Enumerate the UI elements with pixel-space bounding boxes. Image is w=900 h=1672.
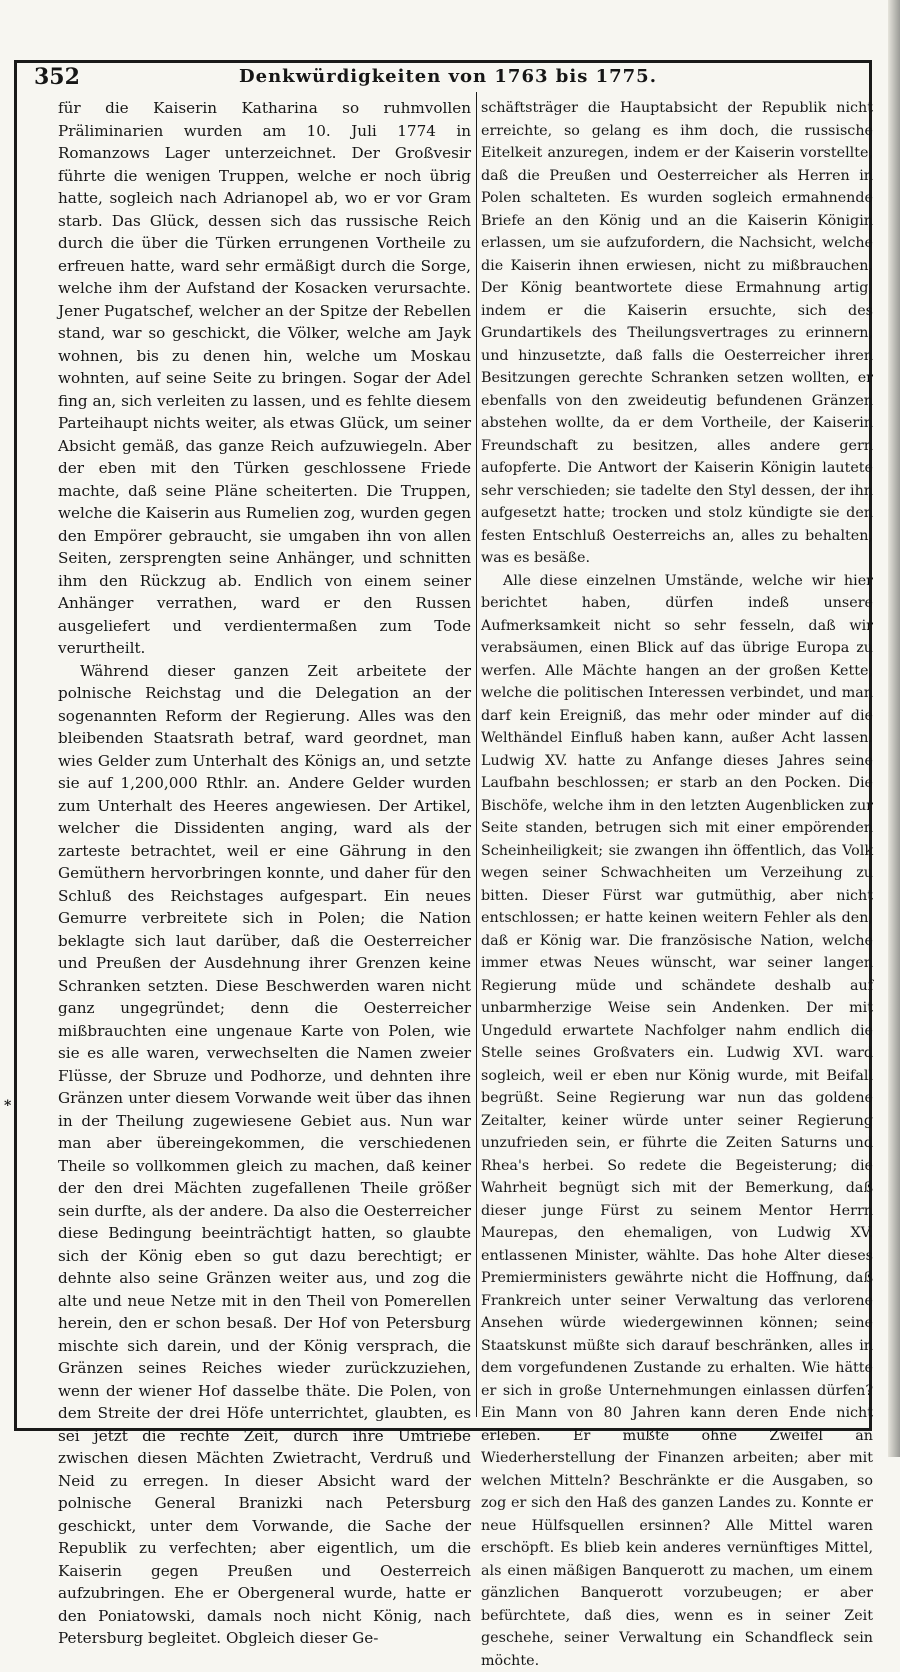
right-paragraph-1: schäftsträger die Hauptabsicht der Republik nicht erreichte, so gelang es ihm doch, die russische Eitelkeit anzuregen, indem er der Kaiserin vorstellte, daß die Preußen und Oesterreicher als Herren in Polen schalteten. Es wurden sogleich ermahnende Briefe an den König und an die Kaiserin Königin erlassen, um sie aufzufordern, die Nachsicht, welche die Kaiserin ihnen erwiesen, nicht zu mißbrauchen. Der König beantwortete diese Ermahnung artig, indem er die Kaiserin ersuchte, sich des Grundartikels des Theilungsvertrages zu erinnern, und hinzusetzte, daß falls die Oesterreicher ihren Besitzungen gerechte Schranken setzen wollten, er ebenfalls von den zweideutig befundenen Gränzen abstehen wollte, da er dem Vortheile, der Kaiserin Freundschaft zu besitzen, alles andere gern aufopferte. Die Antwort der Kaiserin Königin lautete sehr verschieden; sie tadelte den Styl dessen, der ihn aufgesetzt hatte; trocken und stolz kündigte sie den festen Entschluß Oesterreichs an, alles zu behalten, was es besäße. bbox=[481, 97, 873, 570]
column-divider bbox=[476, 92, 477, 1417]
left-column bbox=[58, 97, 471, 1417]
left-paragraph-2: Während dieser ganzen Zeit arbeitete der polnische Reichstag und die Delegation an der sogenannten Reform der Regierung. Alles was den bleibenden Staatsrath betraf, ward geordnet, man wies Gelder zum Unterhalt des Königs an, und setzte sie auf 1,200,000 Rthlr. an. Andere Gelder wurden zum Unterhalt des Heeres angewiesen. Der Artikel, welcher die Dissidenten anging, ward als der zarteste betrachtet, weil er eine Gährung in den Gemüthern hervorbringen konnte, und daher für den Schluß des Reichstages aufgespart. Ein neues Gemurre verbreitete sich in Polen; die Nation beklagte sich laut darüber, daß die Oesterreicher und Preußen der Ausdehnung ihrer Grenzen keine Schranken setzten. Diese Beschwerden waren nicht ganz ungegründet; denn die Oesterreicher mißbrauchten eine ungenaue Karte von Polen, wie sie es alle waren, verwechselten die Namen zweier Flüsse, der Sbruze und Podhorze, und dehnten ihre Gränzen unter diesem Vorwande weit über das ihnen in der Theilung zugewiesene Gebiet aus. Nun war man aber übereingekommen, die verschiedenen Theile so vollkommen gleich zu machen, daß keiner der den drei Mächten zugefallenen Theile größer sein durfte, als der andere. Da also die Oesterreicher diese Bedingung beeinträchtigt hatten, so glaubte sich der König eben so gut dazu berechtigt; er dehnte also seine Gränzen weiter aus, und zog die alte und neue Netze mit in den Theil von Pomerellen herein, den er schon besaß. Der Hof von Petersburg mischte sich darein, und der König versprach, die Gränzen seines Reiches wieder zurückzuziehen, wenn der wiener Hof dasselbe thäte. Die Polen, von dem Streite der drei Höfe unterrichtet, glaubten, es sei jetzt die rechte Zeit, durch ihre Umtriebe zwischen diesen Mächten Zwietracht, Verdruß und Neid zu erregen. In dieser Absicht ward der polnische General Branizki nach Petersburg geschickt, unter dem Vorwande, die Sache der Republik zu verfechten; aber eigentlich, um die Kaiserin gegen Preußen und Oesterreich aufzubringen. Ehe er Obergeneral wurde, hatte er den Poniatowski, damals noch nicht König, nach Petersburg begleitet. Obgleich dieser Ge- bbox=[58, 660, 471, 1650]
left-paragraph-1: für die Kaiserin Katharina so ruhmvollen Präliminarien wurden am 10. Juli 1774 in Romanzows Lager unterzeichnet. Der Großvesir führte die wenigen Truppen, welche er noch übrig hatte, sogleich nach Adrianopel ab, wo er vor Gram starb. Das Glück, dessen sich das russische Reich durch die über die Türken errungenen Vortheile zu erfreuen hatte, ward sehr ermäßigt durch die Sorge, welche ihm der Aufstand der Kosacken verursachte. Jener Pugatschef, welcher an der Spitze der Rebellen stand, war so geschickt, die Völker, welche am Jayk wohnen, bis zu denen hin, welche um Moskau wohnten, auf seine Seite zu bringen. Sogar der Adel fing an, sich verleiten zu lassen, und es fehlte diesem Parteihaupt nichts weiter, als etwas Glück, um seiner Absicht gemäß, das ganze Reich aufzuwiegeln. Aber der eben mit den Türken geschlossene Friede machte, daß seine Pläne scheiterten. Die Truppen, welche die Kaiserin aus Rumelien zog, wurden gegen den Empörer gebraucht, sie umgaben ihn von allen Seiten, zersprengten seine Anhänger, und schnitten ihm den Rückzug ab. Endlich von einem seiner Anhänger verrathen, ward er den Russen ausgeliefert und verdientermaßen zum Tode verurtheilt. bbox=[58, 97, 471, 660]
page-edge-shadow bbox=[888, 0, 900, 1457]
right-paragraph-2: Alle diese einzelnen Umstände, welche wir hier berichtet haben, dürfen indeß unsere Aufmerksamkeit nicht so sehr fesseln, daß wir verabsäumen, einen Blick auf das übrige Europa zu werfen. Alle Mächte hangen an der großen Kette, welche die politischen Interessen verbindet, und man darf kein Ereigniß, das mehr oder minder auf die Welthändel Einfluß haben kann, außer Acht lassen. Ludwig XV. hatte zu Anfange dieses Jahres seine Laufbahn beschlossen; er starb an den Pocken. Die Bischöfe, welche ihm in den letzten Augenblicken zur Seite standen, betrugen sich mit einer empörenden Scheinheiligkeit; sie zwangen ihn öffentlich, das Volk wegen seiner Schwachheiten um Verzeihung zu bitten. Dieser Fürst war gutmüthig, aber nicht entschlossen; er hatte keinen weitern Fehler als den, daß er König war. Die französische Nation, welche immer etwas Neues wünscht, war seiner langen Regierung müde und schändete deshalb auf unbarmherzige Weise sein Andenken. Der mit Ungeduld erwartete Nachfolger nahm endlich die Stelle seines Großvaters ein. Ludwig XVI. ward sogleich, weil er eben nur König wurde, mit Beifall begrüßt. Seine Regierung war nun das goldene Zeitalter, keiner würde unter seiner Regierung unzufrieden sein, er führte die Zeiten Saturns und Rhea's herbei. So redete die Begeisterung; die Wahrheit begnügt sich mit der Bemerkung, daß dieser junge Fürst zu seinem Mentor Herrn Maurepas, den ehemaligen, von Ludwig XV. entlassenen Minister, wählte. Das hohe Alter dieses Premierministers gewährte nicht die Hoffnung, daß Frankreich unter seiner Verwaltung das verlorene Ansehen würde wiedergewinnen können; seine Staatskunst müßte sich darauf beschränken, alles in dem vorgefundenen Zustande zu erhalten. Wie hätte er sich in große Unternehmungen einlassen dürfen? Ein Mann von 80 Jahren kann deren Ende nicht erleben. Er mußte ohne Zweifel an Wiederherstellung der Finanzen arbeiten; aber mit welchen Mitteln? Beschränkte er die Ausgaben, so zog er sich den Haß des ganzen Landes zu. Konnte er neue Hülfsquellen ersinnen? Alle Mittel waren erschöpft. Es blieb kein anderes vernünftiges Mittel, als einen mäßigen Banquerott zu machen, um einem gänzlichen Banquerott vorzubeugen; er aber befürchtete, daß dies, wenn es in seiner Zeit geschehe, seiner Verwaltung ein Schandfleck sein möchte. bbox=[481, 570, 873, 1672]
running-title: Denkwürdigkeiten von 1763 bis 1775. bbox=[28, 66, 868, 87]
right-column bbox=[481, 97, 873, 1417]
margin-mark: * bbox=[4, 1098, 11, 1114]
page-number: 352 bbox=[34, 64, 80, 90]
page-header bbox=[28, 62, 868, 90]
